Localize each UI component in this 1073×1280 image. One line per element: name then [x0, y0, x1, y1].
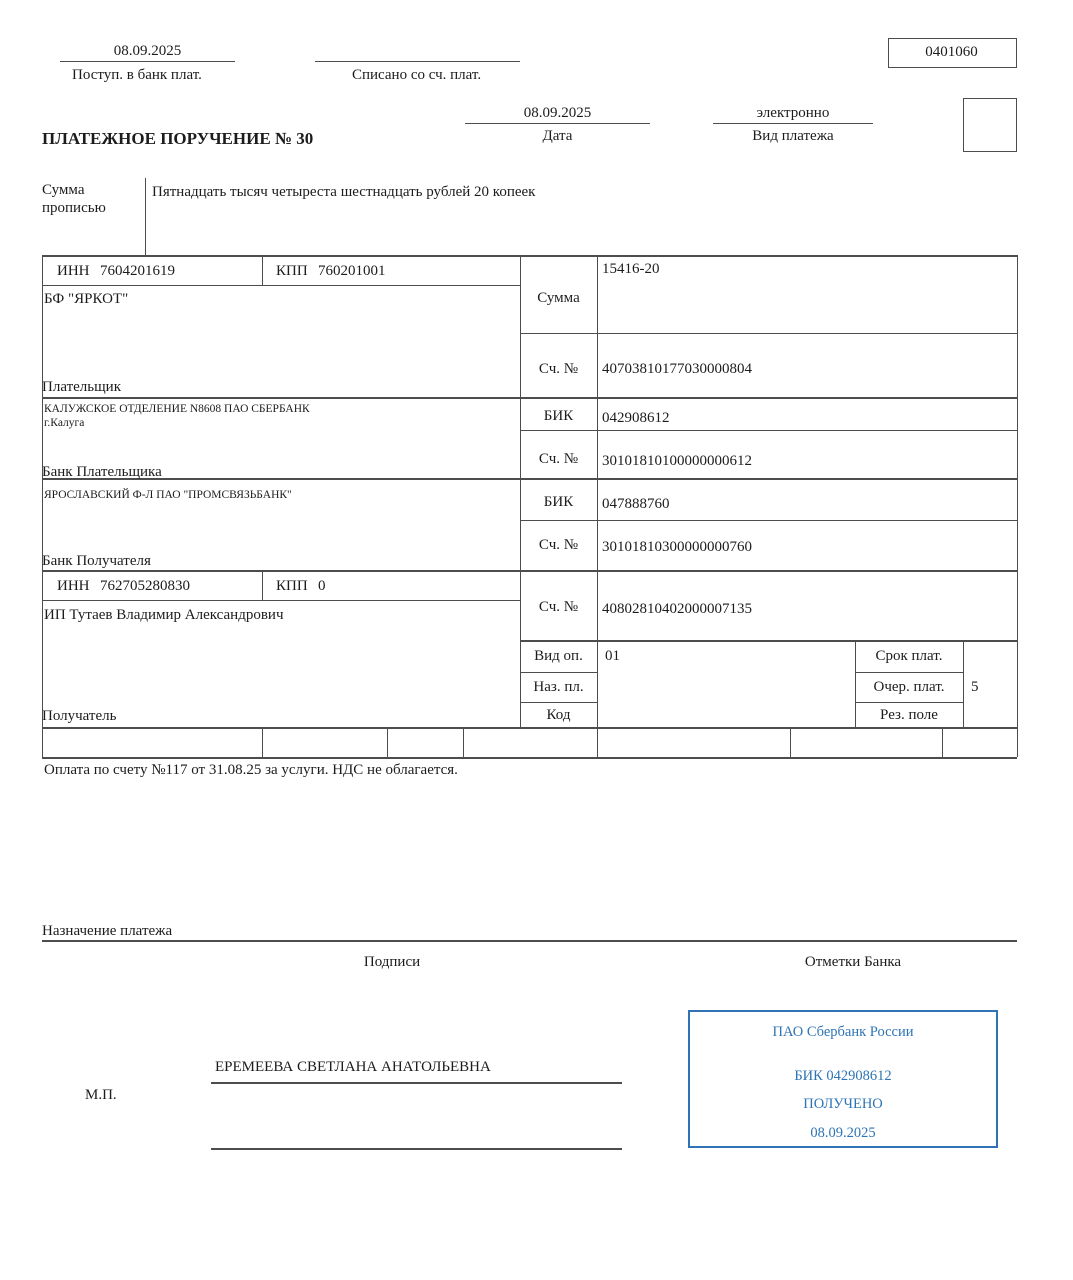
table-line	[597, 255, 598, 757]
payee-inn-value: 762705280830	[100, 578, 190, 594]
amount-words-divider	[145, 178, 146, 255]
table-line	[520, 333, 1017, 334]
debited-line	[315, 61, 520, 62]
payee-bank-label: Банк Получателя	[42, 553, 151, 569]
date-label: Дата	[542, 128, 573, 144]
payee-bank-bik-label: БИК	[543, 494, 574, 510]
payer-bank-account-value: 30101810100000000612	[602, 453, 752, 469]
payment-purpose-text: Оплата по счету №117 от 31.08.25 за услуги. НДС не облагается.	[44, 762, 458, 778]
table-line	[42, 255, 43, 757]
amount-words-value: Пятнадцать тысяч четыреста шестнадцать рублей 20 копеек	[152, 184, 536, 200]
table-line	[42, 757, 1017, 759]
payee-bank-bik-value: 047888760	[602, 496, 670, 512]
payer-bank-label: Банк Плательщика	[42, 464, 162, 480]
table-line	[387, 727, 388, 757]
payer-inn-label: ИНН	[57, 263, 90, 279]
stamp-date: 08.09.2025	[810, 1125, 876, 1141]
table-line	[42, 727, 1017, 729]
form-code-box	[888, 38, 1017, 68]
payer-account-value: 40703810177030000804	[602, 361, 752, 377]
debited-label: Списано со сч. плат.	[352, 67, 482, 83]
signer-name: ЕРЕМЕЕВА СВЕТЛАНА АНАТОЛЬЕВНА	[215, 1059, 491, 1075]
table-line	[790, 727, 791, 757]
priority-value: 5	[971, 679, 979, 695]
payee-account-label: Сч. №	[538, 599, 579, 615]
operation-kind-label: Вид оп.	[534, 648, 583, 664]
payee-bank-name: ЯРОСЛАВСКИЙ Ф-Л ПАО "ПРОМСВЯЗЬБАНК"	[44, 489, 292, 501]
payment-kind-label: Вид платежа	[752, 128, 834, 144]
table-line	[42, 600, 520, 601]
table-line	[262, 727, 263, 757]
table-line	[42, 478, 1017, 480]
signature-line-1	[211, 1082, 622, 1084]
table-line	[42, 397, 1017, 399]
payer-kpp-label: КПП	[276, 263, 308, 279]
table-line	[520, 640, 1017, 642]
received-in-bank-label: Поступ. в банк плат.	[72, 67, 202, 83]
page-title: ПЛАТЕЖНОЕ ПОРУЧЕНИЕ № 30	[42, 129, 314, 148]
table-line	[262, 570, 263, 600]
payment-purpose-code-label: Наз. пл.	[533, 679, 584, 695]
payer-kpp-value: 760201001	[318, 263, 386, 279]
signatures-section-label: Подписи	[363, 954, 421, 970]
table-line	[520, 672, 597, 673]
table-line	[855, 702, 963, 703]
payee-kpp-label: КПП	[276, 578, 308, 594]
payment-kind-line	[713, 123, 873, 124]
table-line	[42, 285, 520, 286]
received-in-bank-date: 08.09.2025	[113, 43, 182, 59]
payment-purpose-label: Назначение платежа	[42, 923, 173, 939]
stamp-bik: БИК 042908612	[794, 1068, 892, 1084]
stamp-bank-name: ПАО Сбербанк России	[772, 1024, 914, 1040]
bank-marks-label: Отметки Банка	[804, 954, 902, 970]
amount-cell-label: Сумма	[537, 290, 580, 306]
table-line	[42, 570, 1017, 572]
stamp-place-label: М.П.	[85, 1087, 117, 1103]
payer-bank-bik-label: БИК	[543, 408, 574, 424]
table-line	[463, 727, 464, 757]
table-line	[520, 430, 1017, 431]
table-line	[42, 255, 1017, 257]
payee-label: Получатель	[42, 708, 117, 724]
payer-bank-city: г.Калуга	[44, 417, 85, 429]
bank-stamp	[688, 1010, 998, 1148]
due-date-label: Срок плат.	[875, 648, 943, 664]
table-line	[262, 255, 263, 285]
payer-account-label: Сч. №	[538, 361, 579, 377]
payer-bank-account-label: Сч. №	[538, 451, 579, 467]
purpose-bottom-line	[42, 940, 1017, 942]
payer-bank-bik-value: 042908612	[602, 410, 670, 426]
payee-inn-label: ИНН	[57, 578, 90, 594]
payer-inn-value: 7604201619	[100, 263, 175, 279]
payer-bank-name: КАЛУЖСКОЕ ОТДЕЛЕНИЕ N8608 ПАО СБЕРБАНК	[44, 403, 310, 415]
table-line	[520, 520, 1017, 521]
stamp-status: ПОЛУЧЕНО	[803, 1096, 883, 1112]
form-code: 0401060	[925, 44, 978, 60]
operation-kind-value: 01	[605, 648, 620, 664]
table-line	[942, 727, 943, 757]
payer-name: БФ "ЯРКОТ"	[44, 291, 129, 307]
payee-bank-account-label: Сч. №	[538, 537, 579, 553]
payer-label: Плательщик	[42, 379, 121, 395]
payee-name: ИП Тутаев Владимир Александрович	[44, 607, 284, 623]
table-line	[520, 702, 597, 703]
amount-cell-value: 15416-20	[602, 261, 660, 277]
table-line	[963, 640, 964, 727]
payee-bank-account-value: 30101810300000000760	[602, 539, 752, 555]
priority-label: Очер. плат.	[873, 679, 945, 695]
received-in-bank-line	[60, 61, 235, 62]
table-line	[1017, 255, 1018, 757]
amount-words-label: Сумма прописью	[42, 182, 106, 216]
signature-line-2	[211, 1148, 622, 1150]
payment-kind-value: электронно	[756, 105, 830, 121]
date-line	[465, 123, 650, 124]
document-date: 08.09.2025	[523, 105, 592, 121]
payee-kpp-value: 0	[318, 578, 326, 594]
reserve-field-label: Рез. поле	[880, 707, 938, 723]
status-code-box	[963, 98, 1017, 152]
table-line	[855, 672, 963, 673]
code-label: Код	[546, 707, 571, 723]
payee-account-value: 40802810402000007135	[602, 601, 752, 617]
